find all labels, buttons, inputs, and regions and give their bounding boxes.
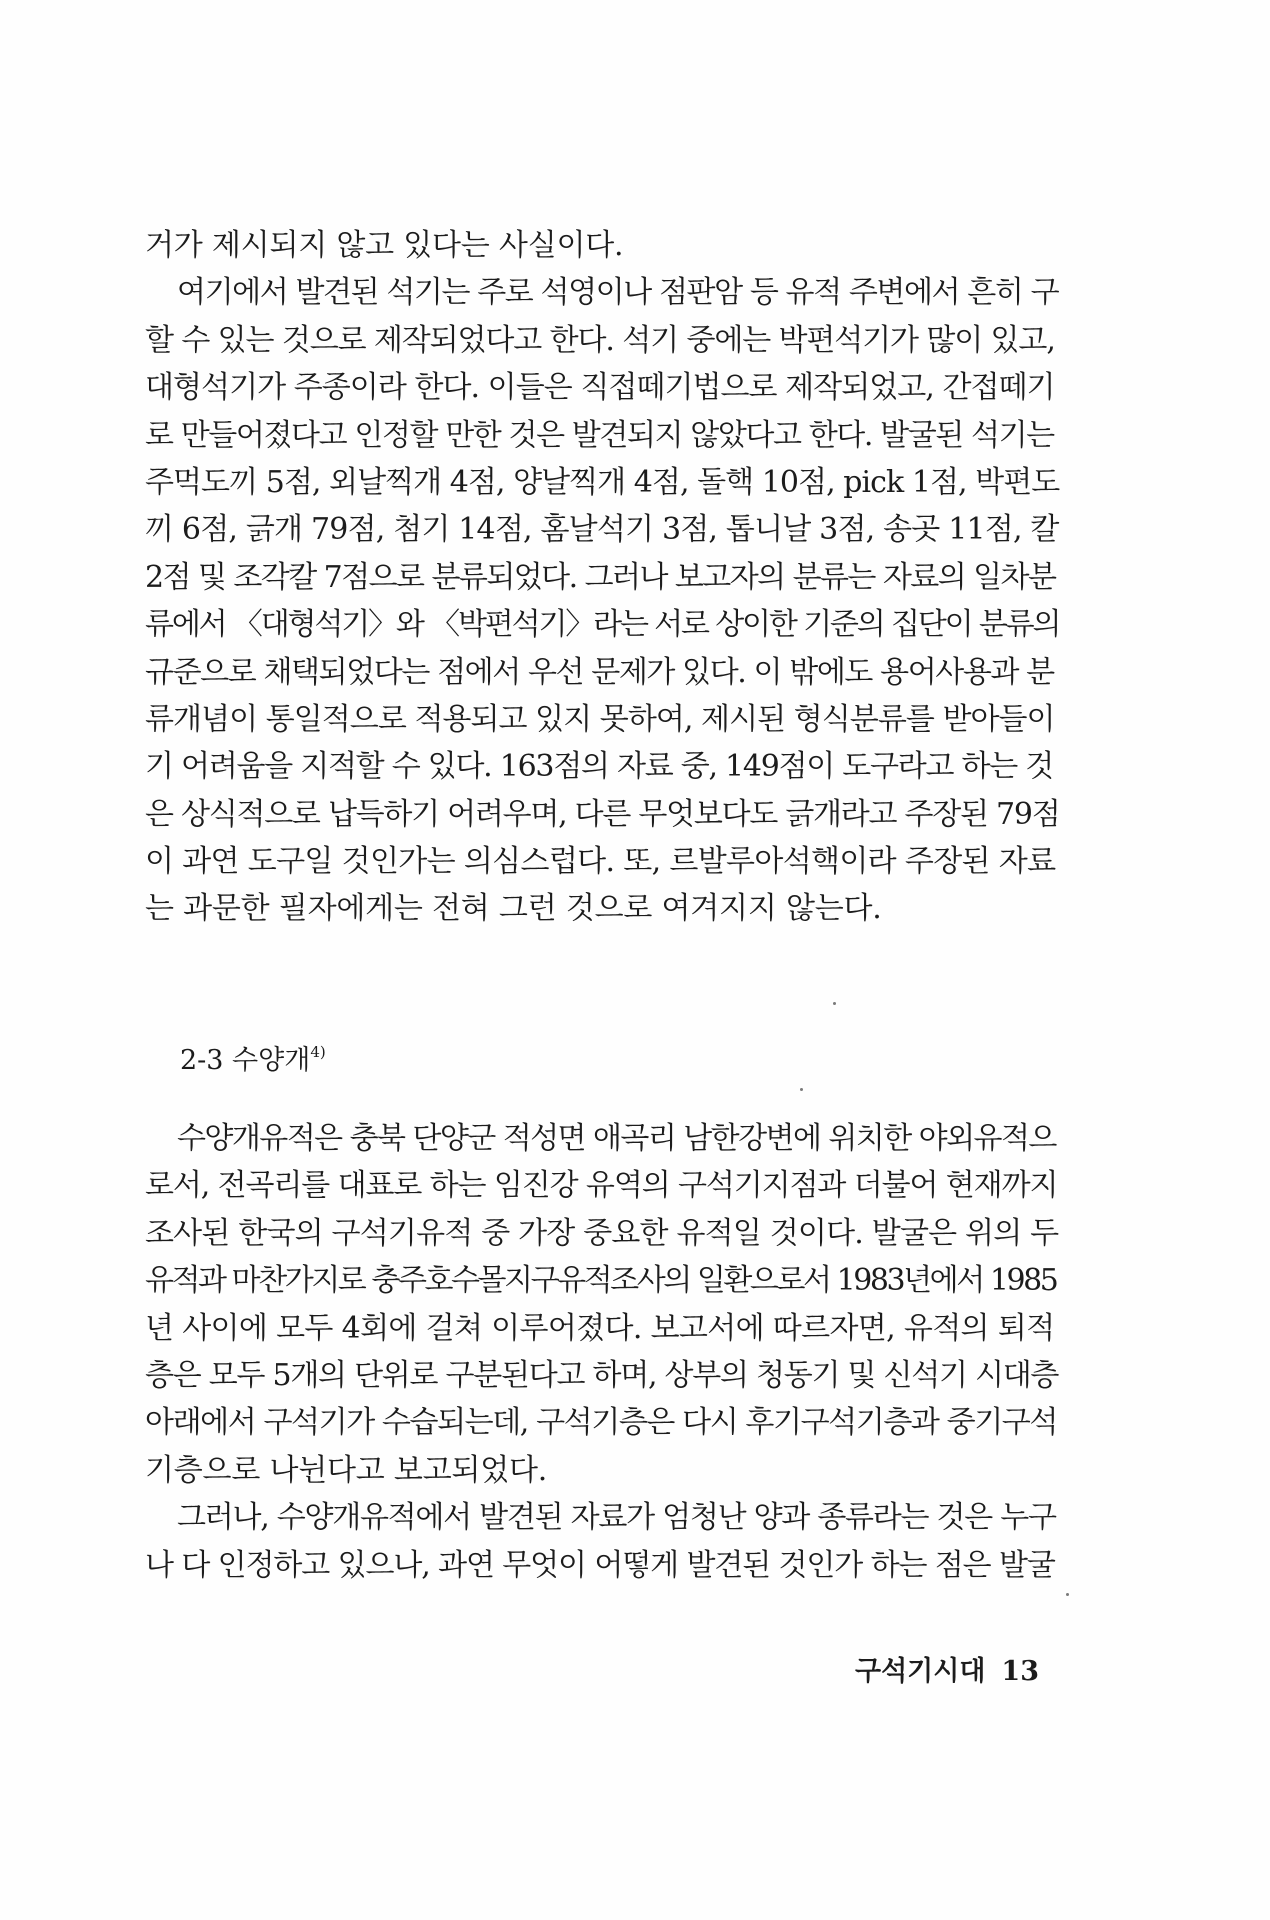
text-line: 유적과 마찬가지로 충주호수몰지구유적조사의 일환으로서 1983년에서 1985	[145, 1263, 1057, 1299]
text-line: 할 수 있는 것으로 제작되었다고 한다. 석기 중에는 박편석기가 많이 있고,	[145, 322, 1055, 358]
section-heading	[180, 1032, 326, 1081]
text-line: 그러나, 수양개유적에서 발견된 자료가 엄청난 양과 종류라는 것은 누구	[177, 1500, 1056, 1536]
text-line: 이 과연 도구일 것인가는 의심스럽다. 또, 르발루아석핵이라 주장된 자료	[145, 844, 1056, 880]
text-line: 류개념이 통일적으로 적용되고 있지 못하여, 제시된 형식분류를 받아들이	[145, 701, 1055, 737]
page-number: 13	[1001, 1656, 1039, 1687]
text-line: 끼 6점, 긁개 79점, 첨기 14점, 홈날석기 3점, 톱니날 3점, 송곳 11점, 칼	[145, 512, 1059, 548]
text-line: 주먹도끼 5점, 외날찍개 4점, 양날찍개 4점, 돌핵 10점, pick 1점, 박편도	[145, 464, 1060, 500]
text-line: 수양개유적은 충북 단양군 적성면 애곡리 남한강변에 위치한 야외유적으	[177, 1121, 1056, 1156]
text-line: 층은 모두 5개의 단위로 구분된다고 하며, 상부의 청동기 및 신석기 시대층	[145, 1357, 1059, 1393]
page-footer	[855, 1652, 1039, 1692]
running-title: 구석기시대	[855, 1656, 986, 1687]
text-line: 2점 및 조각칼 7점으로 분류되었다. 그러나 보고자의 분류는 자료의 일차분	[145, 559, 1056, 595]
text-line: 대형석기가 주종이라 한다. 이들은 직접떼기법으로 제작되었고, 간접떼기	[145, 370, 1055, 406]
text-line: 조사된 한국의 구석기유적 중 가장 중요한 유적일 것이다. 발굴은 위의 두	[145, 1215, 1059, 1251]
text-line: 나 다 인정하고 있으나, 과연 무엇이 어떻게 발견된 것인가 하는 점은 발굴	[145, 1547, 1055, 1583]
text-line: 로서, 전곡리를 대표로 하는 임진강 유역의 구석기지점과 더불어 현재까지	[145, 1168, 1058, 1204]
scan-speck	[800, 1088, 803, 1091]
text-line: 년 사이에 모두 4회에 걸쳐 이루어졌다. 보고서에 따르자면, 유적의 퇴적	[145, 1310, 1055, 1346]
section-heading-text: 2-3 수양개	[180, 1045, 311, 1076]
body-paragraph-1	[145, 222, 1059, 933]
text-line: 는 과문한 필자에게는 전혀 그런 것으로 여겨지지 않는다.	[145, 891, 882, 927]
text-line: 은 상식적으로 납득하기 어려우며, 다른 무엇보다도 긁개라고 주장된 79점	[145, 796, 1060, 832]
text-line: 아래에서 구석기가 수습되는데, 구석기층은 다시 후기구석기층과 중기구석	[145, 1405, 1057, 1441]
text-line: 규준으로 채택되었다는 점에서 우선 문제가 있다. 이 밖에도 용어사용과 분	[145, 654, 1054, 690]
text-line: 기층으로 나뉜다고 보고되었다.	[145, 1452, 548, 1488]
text-line: 기 어려움을 지적할 수 있다. 163점의 자료 중, 149점이 도구라고 하는 것	[145, 749, 1053, 785]
scan-speck	[833, 1002, 836, 1005]
text-line: 로 만들어졌다고 인정할 만한 것은 발견되지 않았다고 한다. 발굴된 석기는	[145, 417, 1054, 453]
text-line: 여기에서 발견된 석기는 주로 석영이나 점판암 등 유적 주변에서 흔히 구	[177, 275, 1059, 311]
text-line: 류에서 〈대형석기〉와 〈박편석기〉라는 서로 상이한 기준의 집단이 분류의	[145, 607, 1060, 643]
body-paragraph-2	[145, 1115, 1059, 1589]
text-line: 거가 제시되지 않고 있다는 사실이다.	[145, 228, 624, 263]
scan-speck	[1066, 1593, 1069, 1596]
footnote-marker[interactable]: 4)	[310, 1043, 326, 1061]
